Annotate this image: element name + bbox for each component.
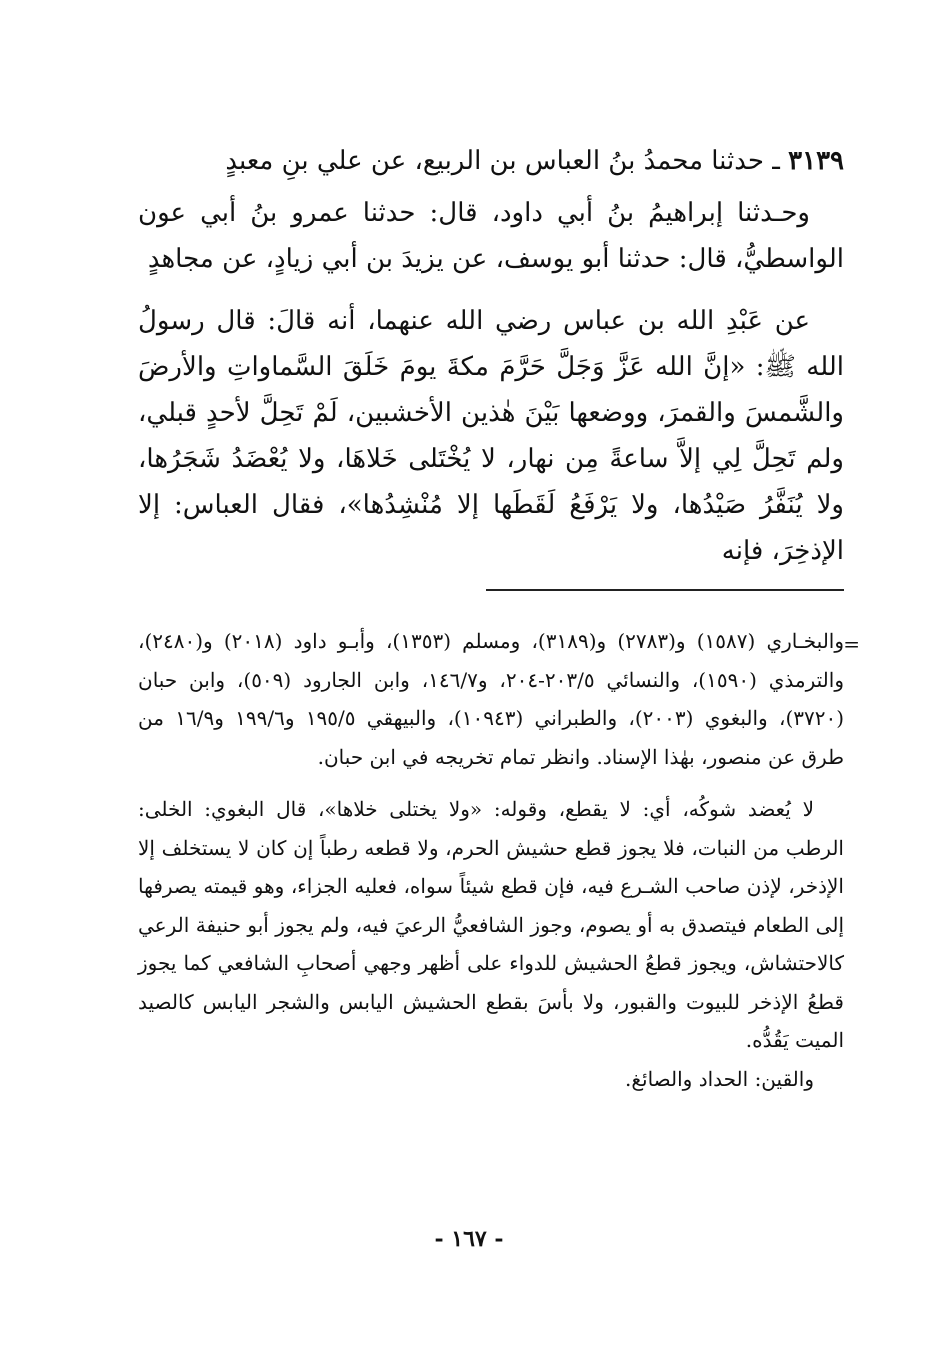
hadith-chain-paragraph: وحـدثنا إبراهيمُ بنُ أبي داود، قال: حدثنا عمرو بنُ أبي عون الواسطيُّ، قال: حدثنا أبو يوسف، عن يزيدَ بن أبي زيادٍ، عن مجاهدٍ <box>138 198 844 274</box>
hadith-number: ٣١٣٩ <box>788 146 844 176</box>
hadith-chain-start: ـ حدثنا محمدُ بنُ العباس بن الربيع، عن علي بنِ معبدٍ <box>225 146 780 176</box>
footnotes <box>138 622 844 1098</box>
page-number: - ١٦٧ - <box>434 1226 504 1252</box>
continuation-mark: = <box>843 632 860 656</box>
footnote-takhrij: والبخـاري (١٥٨٧) و(٢٧٨٣) و(٣١٨٩)، ومسلم (١٣٥٣)، وأبـو داود (٢٠١٨) و(٢٤٨٠)، والترمذي (١٥٩٠)، والنسائي ٢٠٣/٥-٢٠٤، و١٤٦/٧، وابن الجارود (٥٠٩)، وابن حبان (٣٧٢٠)، والبغوي (٢٠٠٣)، والطبراني (١٠٩٤٣)، والبيهقي ١٩٥/٥ و١٩٩/٦ و١٦/٩ من طرق عن منصور، بهٰذا الإسناد. وانظر تمام تخريجه في ابن حبان. <box>138 629 845 769</box>
footnote-divider <box>486 589 844 591</box>
footnote-explanation: لا يُعضد شوكُه، أي: لا يقطع، وقوله: «ولا يختلى خلاها»، قال البغوي: الخلى: الرطب من النبات، فلا يجوز قطع حشيش الحرم، ولا قطعه رطباً إن كان لا يستخلف إلا الإذخر، لإذن صاحب الشـرع فيه، فإن قطع شيئاً سواه، فعليه الجزاء، وهو قيمته يصرفها إلى الطعام فيتصدق به أو يصوم، وجوز الشافعيُّ الرعيَ فيه، ولم يجوز أبو حنيفة الرعي كالاحتشاش، ويجوز قطعُ الحشيش للدواء على أظهر وجهي أصحابِ الشافعي كما يجوز قطعُ الإذخر للبيوت والقبور، ولا بأسَ بقطع الحشيش اليابس والشجر اليابس كالصيد الميت يَقُدُّه. <box>138 797 844 1052</box>
footnote-definition: والقين: الحداد والصائغ. <box>625 1066 814 1091</box>
hadith-matn-paragraph: عن عَبْدِ الله بن عباس رضي الله عنهما، أنه قالَ: قال رسولُ الله ﷺ: «إنَّ الله عَزَّ وَجَلَّ حَرَّمَ مكةَ يومَ خَلَقَ السَّماواتِ والأرضَ والشَّمسَ والقمرَ، ووضعها بَيْنَ هٰذين الأخشبين، لَمْ تَحِلَّ لأحدٍ قبلي، ولم تَحِلَّ لِي إلاَّ ساعةً مِن نهار، لا يُخْتَلى خَلاهَا، ولا يُعْضَدُ شَجَرُها، ولا يُنَفَّرُ صَيْدُها، ولا يَرْفَعُ لَقَطَها إلا مُنْشِدُها»، فقال العباس: إلا الإذخِرَ، فإنه <box>138 306 844 566</box>
hadith-line-1 <box>138 138 844 184</box>
hadith-text <box>138 138 844 574</box>
